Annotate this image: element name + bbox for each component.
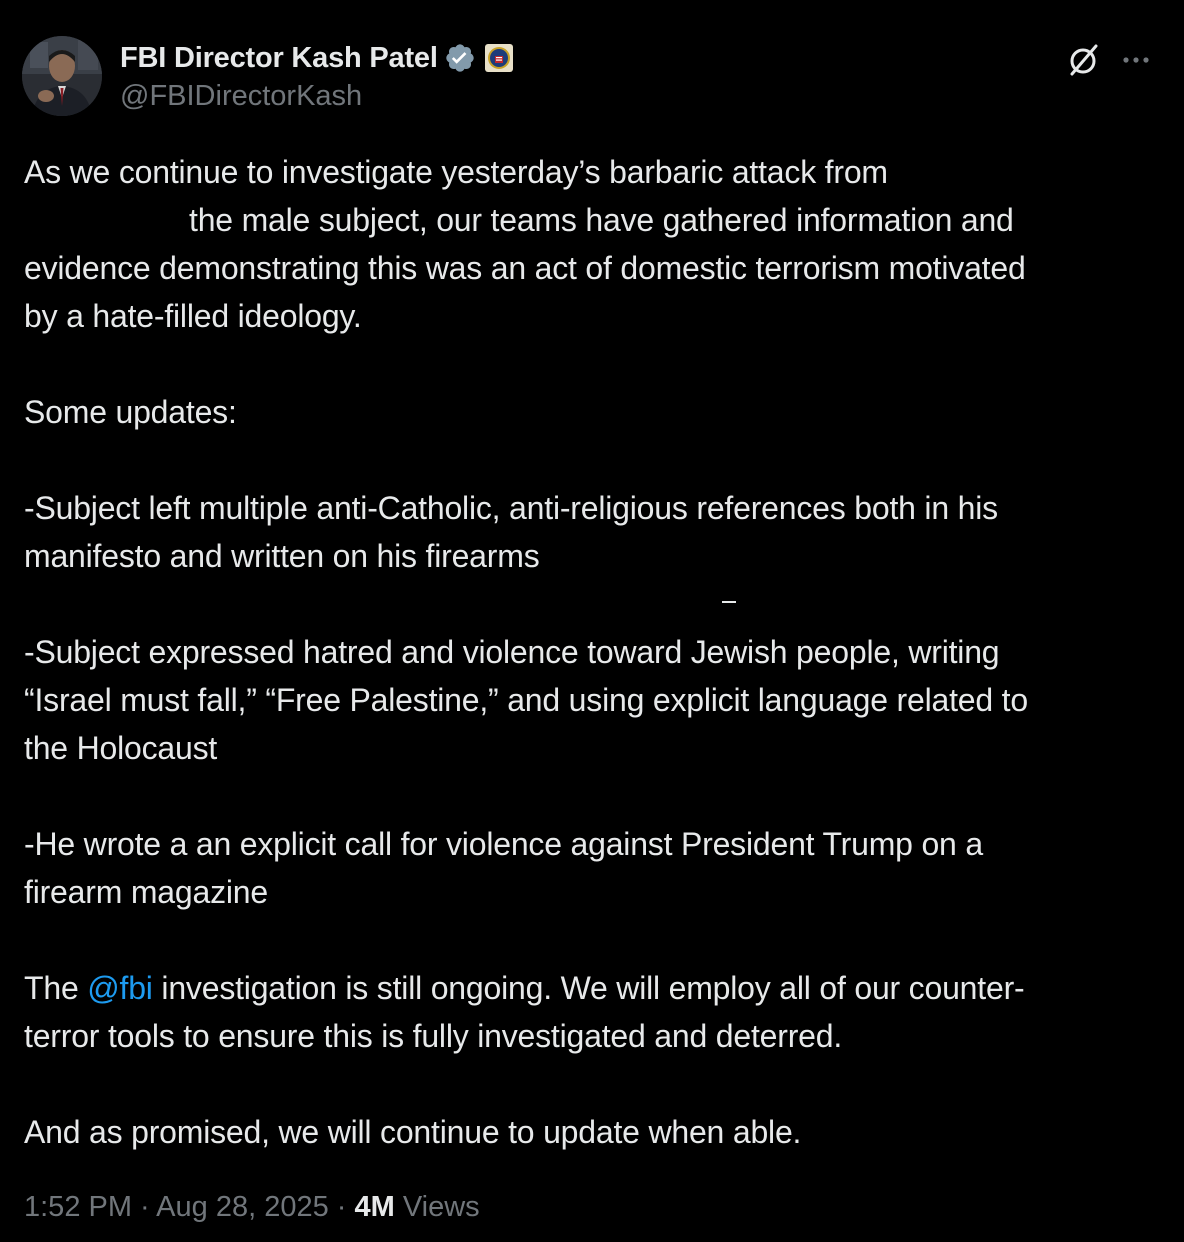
tweet-line: by a hate-filled ideology. [24,298,362,334]
meta-separator: · [328,1191,355,1223]
meta-separator: · [132,1191,157,1223]
closing-pre: The [24,970,88,1006]
tweet-line: As we continue to investigate yesterday’s barbaric attack from [24,154,888,190]
updates-heading: Some updates: [24,394,237,430]
author-block [120,40,514,113]
update-item-2-cont: “Israel must fall,” “Free Palestine,” and using explicit language related to [24,682,1028,718]
avatar[interactable] [22,36,102,116]
fbi-seal-icon[interactable] [484,43,514,73]
views-count[interactable]: 4M [354,1191,395,1223]
update-item-1-cont: manifesto and written on his firearms [24,538,540,574]
post-date[interactable]: Aug 28, 2025 [156,1191,329,1223]
tweet-meta [24,1191,480,1224]
verified-badge-icon[interactable] [444,42,476,74]
tweet-header [22,36,1162,118]
more-icon[interactable] [1118,42,1154,78]
tweet-line: evidence demonstrating this was an act of domestic terrorism motivated [24,250,1026,286]
views-label: Views [394,1191,480,1223]
update-item-2: -Subject expressed hatred and violence toward Jewish people, writing [24,634,1000,670]
display-name[interactable]: FBI Director Kash Patel [120,41,438,74]
stray-mark [722,601,736,603]
update-item-3: -He wrote a an explicit call for violence against President Trump on a [24,826,983,862]
closing-line-cont: terror tools to ensure this is fully investigated and deterred. [24,1018,843,1054]
closing-line [24,964,1164,1012]
update-item-1: -Subject left multiple anti-Catholic, anti-religious references both in his [24,490,998,526]
avatar-photo-icon [22,36,102,116]
closing-post: investigation is still ongoing. We will employ all of our counter- [152,970,1025,1006]
update-item-3-cont: firearm magazine [24,874,269,910]
tweet-text [24,148,1164,1156]
handle[interactable]: @FBIDirectorKash [120,80,363,112]
name-row [120,40,514,76]
post-time[interactable]: 1:52 PM [24,1191,132,1223]
fbi-mention-link[interactable]: @fbi [87,970,153,1006]
grok-icon[interactable] [1066,42,1102,78]
update-item-2-cont: the Holocaust [24,730,218,766]
tweet-line: the male subject, our teams have gathered information and [189,202,1014,238]
final-line: And as promised, we will continue to update when able. [24,1114,802,1150]
